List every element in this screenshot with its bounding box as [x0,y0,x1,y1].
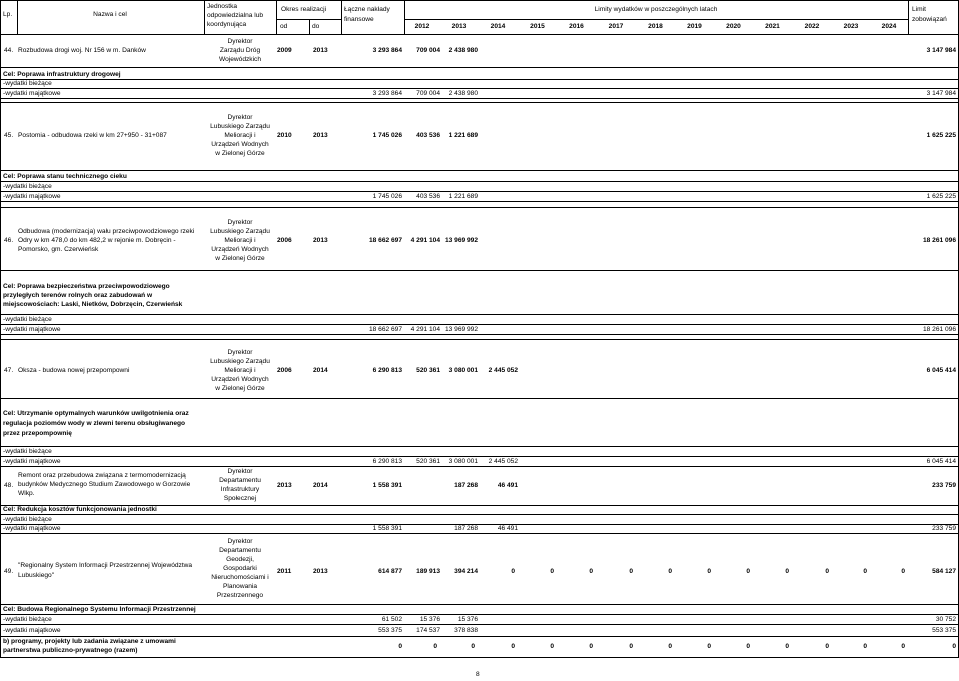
row-49-zero-2019: 0 [707,568,711,575]
section-b-name-2: partnerstwa publiczno-prywatnego (razem) [3,647,138,654]
row-48-name-1: Remont oraz przebudowa związana z termomodernizacją [18,472,186,479]
section-b-zero-7: 0 [707,643,711,650]
row-48-property-label: -wydatki majątkowe [3,525,61,532]
row-49-name-1: "Regionalny System Informacji Przestrzennej Województwa [18,562,193,569]
header-year-2022: 2022 [804,23,820,30]
row-47-cost: 6 290 813 [372,367,402,374]
section-b-zero-13: 0 [952,643,956,650]
row-45-unit-5: w Zielonej Górze [215,150,265,157]
header-year-2014: 2014 [490,23,506,30]
row-49-property-2012: 174 537 [416,627,440,634]
row-47-name: Oksza - budowa nowej przepompowni [18,367,130,374]
row-49-name-2: Lubuskiego" [18,572,55,579]
header-costs-1: Łączne nakłady [344,6,390,13]
row-46-name-1: Odbudowa (modernizacja) wału przeciwpowodziowego rzeki [18,228,195,235]
row-44-from: 2009 [277,47,292,54]
row-46-name-2: Odry w km 478,0 do km 482,2 w rejonie m. Dobręcin - [18,237,176,244]
row-47-unit-1: Dyrektor [227,349,253,356]
header-costs-2: finansowe [344,16,374,23]
row-47-unit-4: Urządzeń Wodnych [211,376,269,383]
row-49-zero-2022: 0 [825,568,829,575]
row-46-goal-2: przyległych terenów rolnych oraz zabudowań w [3,292,153,299]
row-44-property-label: -wydatki majątkowe [3,90,61,97]
row-48-2014: 46 491 [497,482,518,489]
row-45-to: 2013 [313,132,328,139]
row-49-unit-5: Nieruchomościami i [211,574,269,581]
row-47-limit: 6 045 414 [926,367,956,374]
row-49-2013: 394 214 [454,568,478,575]
header-year-2013: 2013 [451,23,467,30]
row-46-unit-5: w Zielonej Górze [215,255,265,262]
row-49-from: 2011 [277,568,292,575]
row-46-cost: 18 662 697 [368,237,402,244]
row-49-zero-2020: 0 [746,568,750,575]
row-48-to: 2014 [313,482,328,489]
row-45-from: 2010 [277,132,292,139]
row-46-to: 2013 [313,237,328,244]
row-49-cost: 614 877 [378,568,402,575]
row-47-property-2012: 520 361 [416,458,440,465]
header-limit-commit-1: Limit [912,6,926,13]
row-48-unit-2: Departamentu [219,477,261,484]
row-45-property-2013: 1 221 689 [448,193,478,200]
row-48-limit: 233 759 [932,482,956,489]
row-49-property-limit: 553 375 [932,627,956,634]
row-47-2014: 2 445 052 [488,367,518,374]
row-47-goal-2: regulacja poziomów wody w zlewni terenu obsługiwanego [3,420,186,427]
row-45-property-2012: 403 536 [416,193,440,200]
row-49-zero-2014: 0 [511,568,515,575]
row-47-property-2014: 2 445 052 [488,458,518,465]
row-48-current-label: -wydatki bieżące [3,516,52,523]
row-46-limit: 18 261 096 [922,237,956,244]
row-44-no: 44. [4,47,14,54]
row-49-zero-2016: 0 [589,568,593,575]
header-lp: Lp. [3,11,13,18]
row-49-unit-7: Przestrzennego [216,592,264,599]
row-49-zero-2021: 0 [785,568,789,575]
row-45-unit-2: Lubuskiego Zarządu [210,123,270,130]
row-44-unit-1: Dyrektor [227,38,253,45]
row-47-no: 47. [4,367,14,374]
row-47-property-2013: 3 080 001 [448,458,478,465]
row-44-unit-2: Zarządu Dróg [219,47,261,54]
row-47-from: 2006 [277,367,292,374]
row-44-2013: 2 438 980 [448,47,478,54]
section-b-zero-9: 0 [785,643,789,650]
row-48-unit-4: Społecznej [223,495,257,502]
row-47-goal-3: przez przepompownię [3,430,72,437]
row-48-name-3: Wlkp. [18,490,35,497]
row-47-unit-3: Melioracji i [224,367,256,374]
section-b-zero-6: 0 [668,643,672,650]
header-year-2023: 2023 [843,23,859,30]
header-year-2016: 2016 [569,23,584,30]
header-unit-3: koordynująca [207,21,247,28]
row-49-unit-2: Departamentu [219,547,261,554]
header-year-2015: 2015 [530,23,545,30]
row-46-current-label: -wydatki bieżące [3,316,52,323]
row-49-zero-2015: 0 [550,568,554,575]
header-year-2024: 2024 [881,23,897,30]
row-49-no: 49. [4,568,14,575]
header-name: Nazwa i cel [93,11,127,18]
section-b-zero-11: 0 [863,643,867,650]
row-49-limit: 584 127 [932,568,956,575]
section-b-zero-2: 0 [511,643,515,650]
row-44-current-label: -wydatki bieżące [3,80,52,87]
row-49-unit-6: Planowania [222,583,258,590]
row-45-name: Postomia - odbudowa rzeki w km 27+950 - 31+087 [18,132,167,139]
row-48-2013: 187 268 [454,482,478,489]
section-b-zero-5: 0 [629,643,633,650]
row-48-property-2014: 46 491 [497,525,518,532]
row-47-property-cost: 6 290 813 [372,458,402,465]
row-48-unit-1: Dyrektor [227,468,253,475]
row-46-unit-2: Lubuskiego Zarządu [210,228,270,235]
row-45-unit-1: Dyrektor [227,114,253,121]
header-period-to: do [312,23,320,30]
row-45-2013: 1 221 689 [448,132,478,139]
row-45-property-limit: 1 625 225 [926,193,956,200]
header-year-2012: 2012 [414,23,430,30]
header-period: Okres realizacji [281,6,327,13]
row-48-no: 48. [4,482,14,489]
row-45-property-label: -wydatki majątkowe [3,193,61,200]
row-49-zero-2024: 0 [901,568,905,575]
row-45-limit: 1 625 225 [926,132,956,139]
row-47-to: 2014 [313,367,328,374]
row-47-2013: 3 080 001 [448,367,478,374]
row-48-property-2013: 187 268 [454,525,478,532]
row-44-goal: Cel: Poprawa infrastruktury drogowej [3,71,121,78]
row-45-no: 45. [4,132,14,139]
row-46-property-label: -wydatki majątkowe [3,326,61,333]
row-47-unit-5: w Zielonej Górze [215,385,265,392]
row-47-2012: 520 361 [416,367,440,374]
row-45-2012: 403 536 [416,132,440,139]
header-unit-2: odpowiedzialna lub [207,12,264,19]
row-45-current-label: -wydatki bieżące [3,183,52,190]
row-44-property-2013: 2 438 980 [448,90,478,97]
row-44-to: 2013 [313,47,328,54]
row-49-property-cost: 553 375 [378,627,402,634]
header-limit-commit-2: zobowiązań [912,16,947,23]
row-49-current-2012: 15 376 [419,616,440,623]
section-b-name-1: b) programy, projekty lub zadania związane z umowami [3,638,176,645]
row-44-2012: 709 004 [416,47,440,54]
header-limits: Limity wydatków w poszczególnych latach [594,6,718,13]
row-49-2012: 189 913 [416,568,440,575]
row-48-from: 2013 [277,482,292,489]
row-46-no: 46. [4,237,14,244]
header-period-from: od [280,23,288,30]
header-year-2021: 2021 [765,23,780,30]
row-49-goal: Cel: Budowa Regionalnego Systemu Informacji Przestrzennej [3,606,196,613]
row-47-property-limit: 6 045 414 [926,458,956,465]
section-b-zero-8: 0 [746,643,750,650]
row-44-property-cost: 3 293 864 [372,90,402,97]
row-49-unit-4: Gospodarki [223,565,257,572]
row-44-limit: 3 147 984 [926,47,956,54]
row-44-property-2012: 709 004 [416,90,440,97]
row-49-zero-2017: 0 [629,568,633,575]
row-48-unit-3: Infrastruktury [220,486,260,493]
row-46-property-cost: 18 662 697 [368,326,402,333]
row-48-goal: Cel: Redukcja kosztów funkcjonowania jednostki [3,506,157,513]
row-49-zero-2023: 0 [863,568,867,575]
row-45-unit-3: Melioracji i [224,132,256,139]
row-44-cost: 3 293 864 [372,47,402,54]
page-number: 8 [476,671,480,678]
row-49-unit-3: Geodezji, [226,556,254,563]
row-46-unit-1: Dyrektor [227,219,253,226]
row-47-unit-2: Lubuskiego Zarządu [210,358,270,365]
section-b-zero-1: 0 [471,643,475,650]
header-year-2018: 2018 [648,23,663,30]
row-48-property-limit: 233 759 [932,525,956,532]
section-b-zero-10: 0 [825,643,829,650]
section-b-zero-4: 0 [589,643,593,650]
row-48-name-2: budynków Medycznego Studium Zawodowego w Gorzowie [18,481,191,488]
row-45-cost: 1 745 026 [372,132,402,139]
row-49-current-2013: 15 376 [457,616,478,623]
row-49-unit-1: Dyrektor [227,538,253,545]
row-46-unit-4: Urządzeń Wodnych [211,246,269,253]
header-year-2017: 2017 [608,23,624,30]
row-49-current-label: -wydatki bieżące [3,616,52,623]
row-46-goal-3: miejscowościach: Laski, Nietków, Dobrzęcin, Czerwieńsk [3,301,183,308]
row-44-property-limit: 3 147 984 [926,90,956,97]
row-49-to: 2013 [313,568,328,575]
row-49-current-cost: 61 502 [381,616,402,623]
row-48-cost: 1 558 391 [372,482,402,489]
row-46-property-2012: 4 291 104 [410,326,440,333]
row-44-unit-3: Wojewódzkich [218,56,262,63]
row-49-zero-2018: 0 [668,568,672,575]
section-b-zero-12: 0 [901,643,905,650]
row-46-unit-3: Melioracji i [224,237,256,244]
row-49-property-2013: 378 838 [454,627,478,634]
header-unit-1: Jednostka [207,3,238,10]
section-b-zero-3: 0 [550,643,554,650]
row-45-unit-4: Urządzeń Wodnych [211,141,269,148]
header-year-2019: 2019 [687,23,702,30]
row-48-property-cost: 1 558 391 [372,525,402,532]
row-46-property-2013: 13 969 992 [444,326,478,333]
header-year-2020: 2020 [726,23,741,30]
section-b-cost: 0 [398,643,402,650]
row-46-from: 2006 [277,237,292,244]
row-47-property-label: -wydatki majątkowe [3,458,61,465]
row-47-current-label: -wydatki bieżące [3,448,52,455]
row-46-2012: 4 291 104 [410,237,440,244]
row-45-property-cost: 1 745 026 [372,193,402,200]
row-46-name-3: Pomorsko, gm. Czerwieńsk [18,246,99,253]
row-49-property-label: -wydatki majątkowe [3,627,61,634]
row-46-property-limit: 18 261 096 [922,326,956,333]
section-b-zero-0: 0 [433,643,437,650]
row-44-name: Rozbudowa drogi woj. Nr 156 w m. Danków [18,47,146,54]
row-45-goal: Cel: Poprawa stanu technicznego cieku [3,173,127,180]
row-46-2013: 13 969 992 [444,237,478,244]
row-46-goal-1: Cel: Poprawa bezpieczeństwa przeciwpowodziowego [3,283,170,290]
row-47-goal-1: Cel: Utrzymanie optymalnych warunków uwilgotnienia oraz [3,410,189,417]
row-49-current-limit: 30 752 [935,616,956,623]
